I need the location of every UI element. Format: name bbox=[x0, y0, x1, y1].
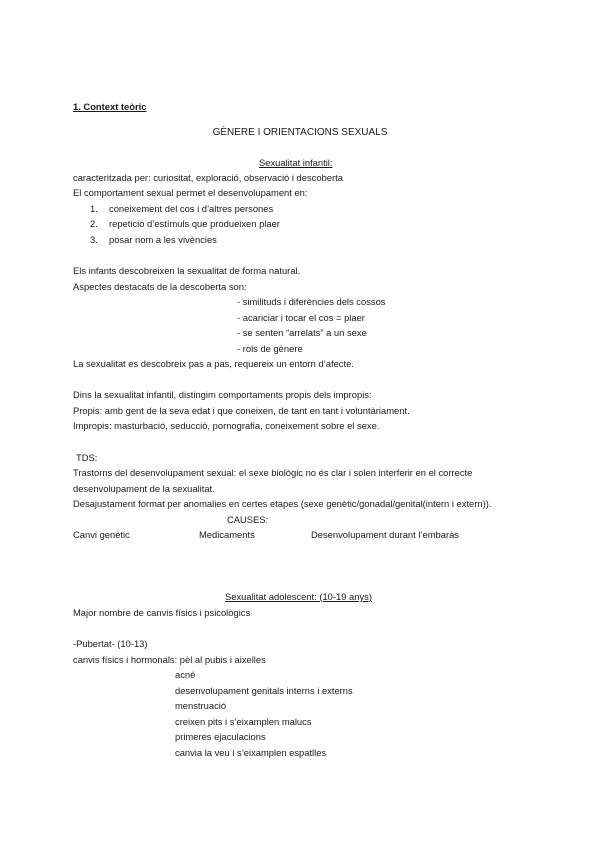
list-number: 1. bbox=[90, 203, 98, 214]
change-item: creixen pits i s’eixamplen malucs bbox=[175, 716, 312, 727]
section-heading: 1. Context teòric bbox=[73, 101, 147, 112]
change-item: acné bbox=[175, 669, 196, 680]
change-item: canvia la veu i s’eixamplen espatlles bbox=[175, 747, 327, 758]
change-item: primeres ejaculacions bbox=[175, 731, 266, 742]
aspect-item: - rols de gènere bbox=[237, 343, 303, 354]
aspect-item: - se senten “arrelats” a un sexe bbox=[237, 327, 367, 338]
list-text: posar nom a les vivències bbox=[109, 234, 217, 245]
changes-intro: canvis físics i hormonals: pèl al pubis i aixelles bbox=[73, 654, 266, 665]
cause-item: Medicaments bbox=[199, 529, 255, 540]
list-number: 2. bbox=[90, 218, 98, 229]
characterized-line: caracteritzada per: curiositat, exploració, observació i descoberta bbox=[73, 172, 343, 183]
tds-line-3: Desajustament format per anomalies en certes etapes (sexe genètic/gonadal/genital(intern i extern)). bbox=[73, 498, 492, 509]
tds-line-1: Trastorns del desenvolupament sexual: el sexe biològic no és clar i solen interferir en el correcte bbox=[73, 467, 473, 478]
puberty-label: -Pubertat- (10-13) bbox=[73, 638, 148, 649]
discover-natural: Els infants descobreixen la sexualitat de forma natural. bbox=[73, 265, 301, 276]
major-changes: Major nombre de canvis físics i psicològics bbox=[73, 607, 251, 618]
cause-item: Canvi genètic bbox=[73, 529, 130, 540]
infantil-subtitle: Sexualitat infantil: bbox=[259, 157, 333, 168]
tds-line-2: desenvolupament de la sexualitat. bbox=[73, 483, 215, 494]
list-text: coneixement del cos i d’altres persones bbox=[109, 203, 274, 214]
change-item: menstruació bbox=[175, 700, 227, 711]
aspect-item: - acariciar i tocar el cos = plaer bbox=[237, 312, 365, 323]
page-title: GÈNERE I ORIENTACIONS SEXUALS bbox=[212, 127, 388, 138]
distinguish-line: Dins la sexualitat infantil, distingim comportaments propis dels impropis: bbox=[73, 389, 372, 400]
aspects-intro: Aspectes destacats de la descoberta son: bbox=[73, 281, 247, 292]
propis-line: Propis: amb gent de la seva edat i que coneixen, de tant en tant i voluntàriament. bbox=[73, 405, 410, 416]
causes-label: CAUSES: bbox=[227, 514, 269, 525]
aspect-item: - similituds i diferències dels cossos bbox=[237, 296, 386, 307]
list-number: 3. bbox=[90, 234, 98, 245]
behavior-intro: El comportament sexual permet el desenvolupament en: bbox=[73, 187, 308, 198]
step-by-step: La sexualitat es descobreix pas a pas, requereix un entorn d’afecte. bbox=[73, 358, 354, 369]
change-item: desenvolupament genitals interns i externs bbox=[175, 685, 353, 696]
impropis-line: Impropis: masturbació, seducció, pornografia, coneixement sobre el sexe. bbox=[73, 420, 380, 431]
list-text: repetició d’estímuls que produeixen plaer bbox=[109, 218, 280, 229]
tds-label: TDS: bbox=[76, 452, 98, 463]
adolescent-subtitle: Sexualitat adolescent: (10-19 anys) bbox=[225, 591, 372, 602]
cause-item: Desenvolupament durant l’embaràs bbox=[311, 529, 459, 540]
